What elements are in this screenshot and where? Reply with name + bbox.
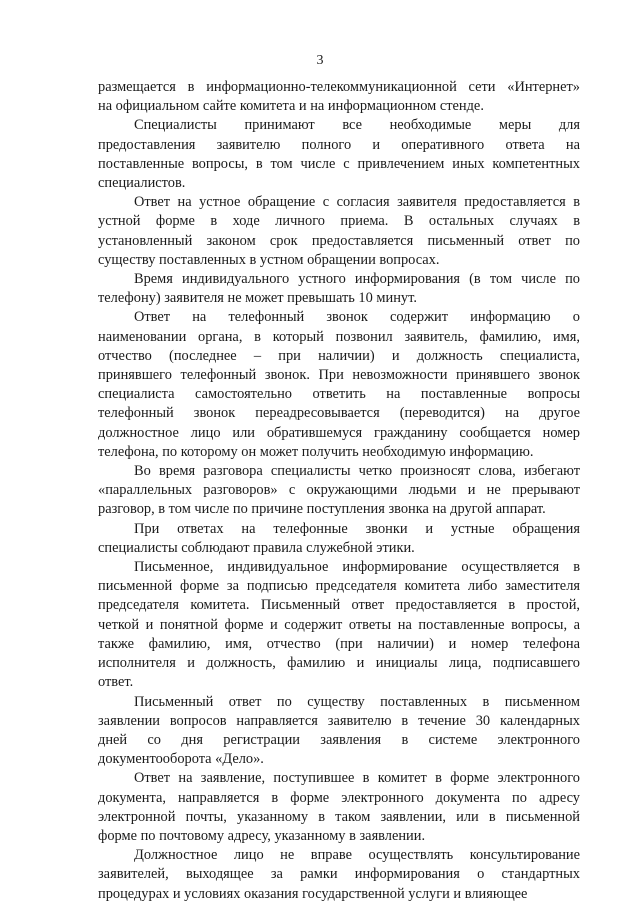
paragraph (98, 558, 580, 692)
paragraph (98, 769, 580, 846)
text-line: Должностное лицо не вправе осуществлять консультирование (134, 847, 580, 864)
text-line: Ответ на устное обращение с согласия заявителя предоставляется в (134, 194, 580, 211)
text-line: председателя комитета. Письменный ответ предоставляется в простой, (98, 597, 580, 614)
paragraph (98, 270, 580, 308)
text-line: специалисты соблюдают правила служебной этики. (98, 539, 415, 556)
paragraph (98, 462, 580, 520)
paragraph (98, 693, 580, 770)
text-line: заявлении вопросов направляется заявителю в течение 30 календарных (98, 712, 580, 729)
text-line: четкой и понятной форме и содержит ответы на поставленные вопросы, а (98, 616, 580, 633)
text-line: устной форме в ходе личного приема. В остальных случаях в (98, 213, 580, 230)
text-line: форме по почтовому адресу, указанному в заявлении. (98, 827, 426, 844)
body-text (98, 78, 580, 904)
text-line: Ответ на заявление, поступившее в комитет в форме электронного (134, 770, 580, 787)
paragraph (98, 193, 580, 270)
text-line: ответ. (98, 674, 134, 691)
paragraph (98, 116, 580, 193)
text-line: телефона, по которому он может получить необходимую информацию. (98, 443, 534, 460)
text-line: на официальном сайте комитета и на информационном стенде. (98, 98, 484, 115)
text-line: заявителей, выходящее за рамки информирования о стандартных (98, 866, 580, 883)
text-line: разговор, в том числе по причине поступления звонка на другой аппарат. (98, 501, 546, 518)
text-line: размещается в информационно-телекоммуникационной сети «Интернет» (98, 79, 580, 95)
text-line: отчество (последнее – при наличии) и должность специалиста, (98, 347, 580, 364)
text-line: Специалисты принимают все необходимые меры для (134, 117, 580, 134)
text-line: Ответ на телефонный звонок содержит информацию о (134, 309, 580, 326)
text-line: электронной почты, указанному в таком заявлении, или в письменной (98, 808, 580, 825)
text-line: Письменное, индивидуальное информирование осуществляется в (134, 559, 580, 576)
text-line: специалистов. (98, 175, 186, 192)
paragraph (98, 308, 580, 462)
paragraph (98, 78, 580, 116)
text-line: предоставления заявителю полного и оперативного ответа на (98, 136, 580, 153)
text-line: процедурах и условиях оказания государственной услуги и влияющее (98, 885, 528, 902)
text-line: исполнителя и должность, фамилию и инициалы лица, подписавшего (98, 655, 580, 672)
text-line: специалиста самостоятельно ответить на поставленные вопросы (98, 386, 580, 403)
paragraph (98, 846, 580, 904)
text-line: При ответах на телефонные звонки и устные обращения (134, 520, 580, 537)
text-line: должностное лицо или обратившемуся гражданину сообщается номер (98, 424, 580, 441)
text-line: «параллельных разговоров» с окружающими людьми и не прерывают (98, 482, 580, 499)
text-line: Во время разговора специалисты четко произносят слова, избегают (134, 463, 580, 480)
text-line: дней со дня регистрации заявления в системе электронного (98, 731, 580, 748)
text-line: наименовании органа, в который позвонил заявитель, фамилию, имя, (98, 328, 580, 345)
text-line: существу поставленных в устном обращении вопросах. (98, 251, 440, 268)
text-line: телефонный звонок переадресовывается (переводится) на другое (98, 405, 580, 422)
paragraph (98, 520, 580, 558)
page-number: 3 (316, 53, 324, 68)
text-line: документооборота «Дело». (98, 751, 264, 768)
text-line: Время индивидуального устного информирования (в том числе по (134, 271, 580, 288)
text-line: принявшего телефонный звонок. При невозможности принявшего звонок (98, 367, 580, 384)
text-line: письменной форме за подписью председателя комитета либо заместителя (98, 578, 580, 595)
text-line: поставленные вопросы, в том числе с привлечением иных компетентных (98, 155, 580, 172)
text-line: установленный законом срок предоставляется письменный ответ по (98, 232, 580, 249)
text-line: телефону) заявителя не может превышать 10 минут. (98, 290, 417, 307)
text-line: документа, направляется в форме электронного документа по адресу (98, 789, 580, 806)
text-line: Письменный ответ по существу поставленных в письменном (134, 693, 580, 710)
text-line: также фамилию, имя, отчество (при наличии) и номер телефона (98, 635, 580, 652)
